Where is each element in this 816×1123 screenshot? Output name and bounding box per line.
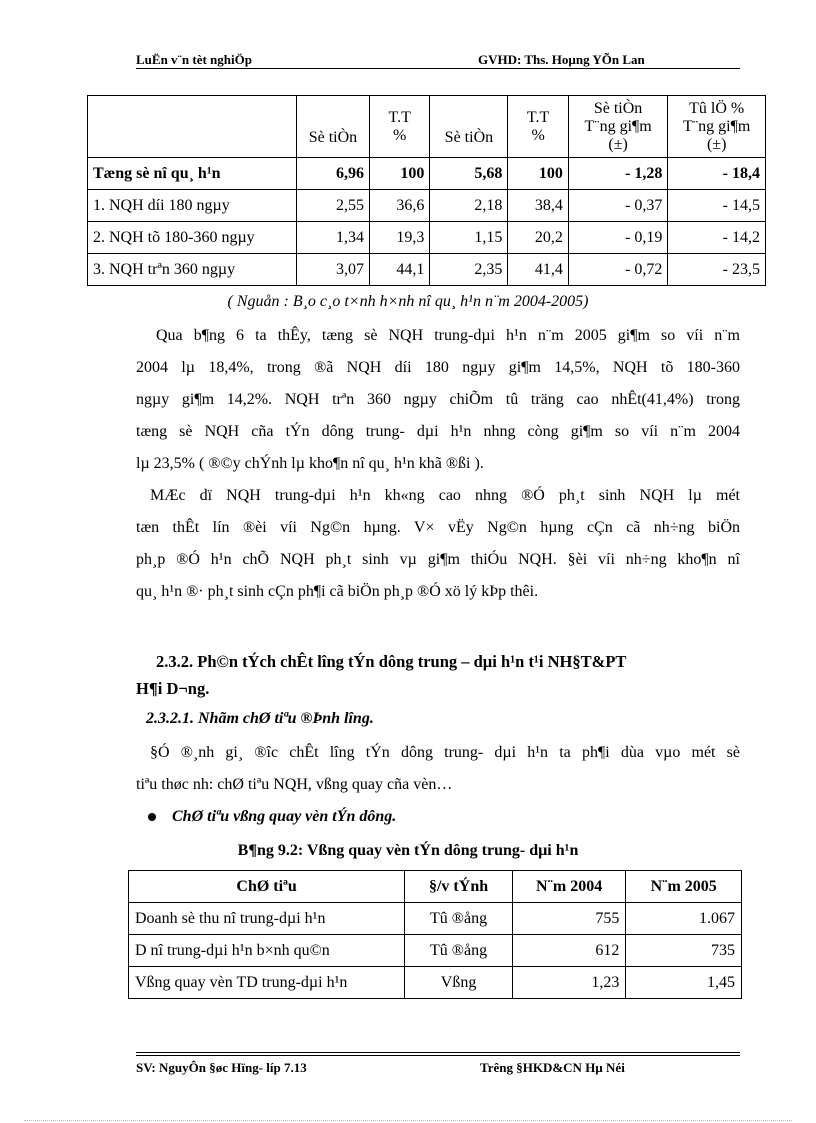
table-cell: 3,07: [296, 254, 369, 286]
table-cell: 1,15: [430, 222, 508, 254]
table-cell: - 18,4: [668, 158, 766, 190]
header-right: GVHD: Ths. Hoµng YÕn Lan: [478, 52, 645, 67]
table-header-cell: T.T %: [508, 96, 568, 158]
table-row: [129, 903, 742, 935]
table-cell: - 0,37: [568, 190, 668, 222]
table-header-cell: N¨m 2005: [626, 871, 742, 903]
overdue-debt-table: [87, 95, 766, 286]
table-cell: Tû ®ång: [405, 903, 513, 935]
paragraph-line: §Ó ®¸nh gi¸ ®îc chÊt lîng tÝn dông trung- dµi h¹n ta ph¶i dùa vµo mét sè: [150, 744, 740, 761]
table-cell: - 0,72: [568, 254, 668, 286]
table-cell: 20,2: [508, 222, 568, 254]
table-cell: 44,1: [369, 254, 429, 286]
table-cell: 2,55: [296, 190, 369, 222]
table-header-cell: [88, 96, 297, 158]
paragraph-line: qu¸ h¹n ®· ph¸t sinh cÇn ph¶i cã biÖn ph¸p ®Ó xö lý kÞp thêi.: [136, 583, 539, 600]
footer-right: Trêng §HKD&CN Hµ Néi: [480, 1060, 625, 1075]
table-cell: - 23,5: [668, 254, 766, 286]
footer-left: SV: NguyÔn §øc Hïng- líp 7.13: [136, 1060, 307, 1075]
table-cell: 735: [626, 935, 742, 967]
table-cell: 36,6: [369, 190, 429, 222]
table-cell: - 0,19: [568, 222, 668, 254]
table-cell: Doanh sè thu nî trung-dµi h¹n: [129, 903, 405, 935]
paragraph-line: tæn thÊt lín ®èi víi Ng©n hµng. V× vËy Ng©n hµng cÇn cã nh÷ng biÖn: [136, 519, 740, 536]
paragraph-conclusion: [136, 480, 740, 608]
header-left: LuËn v¨n tèt nghiÖp: [136, 52, 252, 67]
table-row: [88, 222, 766, 254]
table-cell: 1,34: [296, 222, 369, 254]
table-header-cell: Sè tiÒn T¨ng gi¶m (±): [568, 96, 668, 158]
table-cell: 2,18: [430, 190, 508, 222]
table-cell: 6,96: [296, 158, 369, 190]
table-cell: 5,68: [430, 158, 508, 190]
paragraph-line: lµ 23,5% ( ®©y chÝnh lµ kho¶n nî qu¸ h¹n khã ®ßi ).: [136, 455, 484, 472]
table-cell: Tæng sè nî qu¸ h¹n: [88, 158, 297, 190]
table-header-cell: T.T %: [369, 96, 429, 158]
table-header-cell: ChØ tiªu: [129, 871, 405, 903]
paragraph-line: Qua b¶ng 6 ta thÊy, tæng sè NQH trung-dµi h¹n n¨m 2005 gi¶m so víi n¨m: [156, 327, 740, 344]
table-cell: 612: [512, 935, 626, 967]
table-cell: 755: [512, 903, 626, 935]
table-row-total: [88, 158, 766, 190]
table-cell: 2,35: [430, 254, 508, 286]
table-cell: 1,45: [626, 967, 742, 999]
table-cell: 38,4: [508, 190, 568, 222]
table-header-cell: §/v tÝnh: [405, 871, 513, 903]
bullet-icon: [148, 813, 156, 821]
bullet-item: [148, 808, 396, 826]
table-cell: - 14,5: [668, 190, 766, 222]
paragraph-line: 2004 lµ 18,4%, trong ®ã NQH díi 180 ngµy gi¶m 14,5%, NQH tõ 180-360: [136, 359, 740, 376]
table-cell: 1.067: [626, 903, 742, 935]
page-separator: [24, 1120, 792, 1121]
paragraph-line: MÆc dï NQH trung-dµi h¹n kh«ng cao nhng ®Ó ph¸t sinh NQH lµ mét: [150, 487, 740, 504]
bullet-text: ChØ tiªu vßng quay vèn tÝn dông.: [172, 808, 397, 825]
table-row: [88, 190, 766, 222]
paragraph-line: ph¸p ®Ó h¹n chÕ NQH ph¸t sinh vµ gi¶m thiÓu NQH. §èi víi nh÷ng kho¶n nî: [136, 551, 740, 568]
table-header-cell: N¨m 2004: [512, 871, 626, 903]
table-cell: 2. NQH tõ 180-360 ngµy: [88, 222, 297, 254]
table-header-cell: Tû lÖ % T¨ng gi¶m (±): [668, 96, 766, 158]
table-cell: D nî trung-dµi h¹n b×nh qu©n: [129, 935, 405, 967]
table-cell: - 1,28: [568, 158, 668, 190]
section-heading: 2.3.2. Ph©n tÝch chÊt lîng tÝn dông trung – dµi h¹n t¹i NH§T&PT: [156, 652, 627, 671]
footer-rule: [136, 1052, 740, 1053]
table-cell: 19,3: [369, 222, 429, 254]
subsection-heading: 2.3.2.1. Nhãm chØ tiªu ®Þnh lîng.: [146, 710, 374, 727]
paragraph-line: tæng sè NQH cña tÝn dông trung- dµi h¹n nhng còng gi¶m so víi n¨m 2004: [136, 423, 740, 440]
table-cell: 100: [508, 158, 568, 190]
table-cell: - 14,2: [668, 222, 766, 254]
table-title: B¶ng 9.2: Vßng quay vèn tÝn dông trung- dµi h¹n: [237, 842, 579, 859]
table-header-cell: Sè tiÒn: [430, 96, 508, 158]
footer-rule: [136, 1055, 740, 1056]
paragraph-line: ngµy gi¶m 14,2%. NQH trªn 360 ngµy chiÕm tû träng cao nhÊt(41,4%) trong: [136, 391, 740, 408]
table-header-cell: Sè tiÒn: [296, 96, 369, 158]
table-cell: 100: [369, 158, 429, 190]
table-cell: 3. NQH trªn 360 ngµy: [88, 254, 297, 286]
capital-turnover-table: [128, 870, 742, 999]
table-source-caption: ( Nguån : B¸o c¸o t×nh h×nh nî qu¸ h¹n n¨m 2004-2005): [227, 293, 589, 310]
header-rule: [136, 68, 740, 69]
table-header-row: [88, 96, 766, 158]
table-cell: Tû ®ång: [405, 935, 513, 967]
table-cell: Vßng quay vèn TD trung-dµi h¹n: [129, 967, 405, 999]
table-row: [129, 967, 742, 999]
paragraph-criteria: [136, 737, 740, 801]
table-header-row: [129, 871, 742, 903]
table-cell: 1,23: [512, 967, 626, 999]
table-row: [88, 254, 766, 286]
table-row: [129, 935, 742, 967]
table-cell: 1. NQH díi 180 ngµy: [88, 190, 297, 222]
paragraph-analysis: [136, 320, 740, 480]
table-cell: 41,4: [508, 254, 568, 286]
paragraph-line: tiªu thøc nh: chØ tiªu NQH, vßng quay cña vèn…: [136, 776, 453, 793]
table-cell: Vßng: [405, 967, 513, 999]
section-heading-cont: H¶i D¬ng.: [136, 679, 210, 698]
